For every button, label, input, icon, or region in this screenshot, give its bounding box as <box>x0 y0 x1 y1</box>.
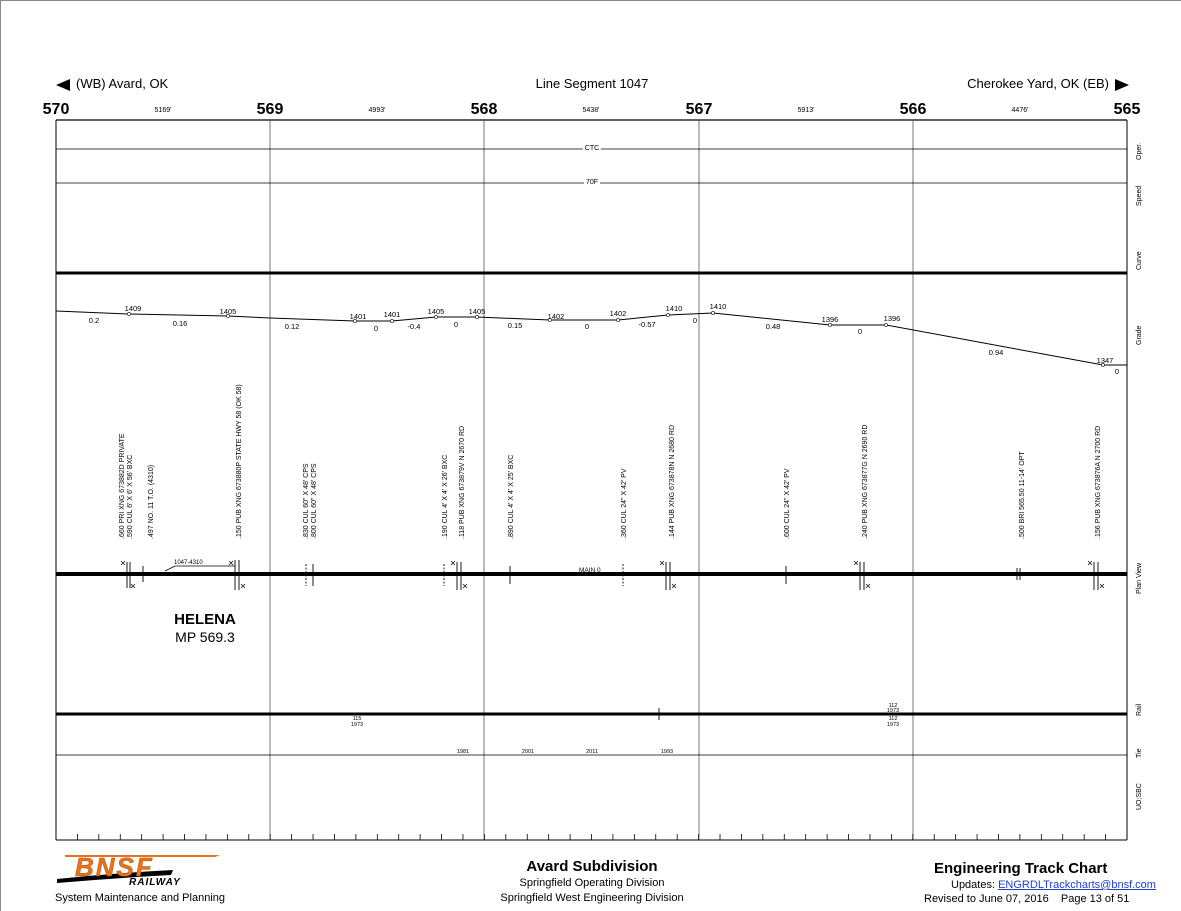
grade-profile-line <box>56 311 1127 365</box>
grade-percent: 0.48 <box>765 322 781 331</box>
page-number: Page 13 of 51 <box>1060 893 1130 905</box>
rail-year: 1973 <box>350 722 364 728</box>
plan-feature-label: .144 PUB XNG 673878N N 2680 RD <box>669 424 676 539</box>
updates-label: Updates: <box>951 879 996 891</box>
grade-elevation: 1405 <box>427 307 445 316</box>
grade-percent: 0.15 <box>507 321 523 330</box>
plan-feature-label: .590 CUL 6' X 6' X 56' BXC <box>127 454 134 539</box>
row-label-oper: Oper. <box>1136 142 1143 160</box>
rail-year: 1973 <box>886 708 900 714</box>
row-label-plan: Plan View <box>1136 562 1143 594</box>
grade-percent: 0 <box>584 322 590 331</box>
grade-elevation: 1396 <box>821 315 839 324</box>
grade-percent: 0.12 <box>284 322 300 331</box>
engineering-division: Springfield West Engineering Division <box>500 892 684 904</box>
plan-feature-label: .118 PUB XNG 673879V N 2670 RD <box>459 425 466 539</box>
station-name: HELENA <box>174 611 236 628</box>
plan-feature-label: .150 PUB XNG 673880P STATE HWY 58 (OK 58) <box>236 384 243 539</box>
mile-length: 5438' <box>582 107 600 114</box>
mile-length: 5169' <box>154 107 172 114</box>
tie-year: 2011 <box>586 749 598 755</box>
grade-percent: -0.57 <box>638 320 656 329</box>
grade-elevation: 1396 <box>883 314 901 323</box>
milepost-567: 567 <box>685 101 713 118</box>
station-milepost: MP 569.3 <box>175 629 235 645</box>
grade-elevation: 1410 <box>665 304 683 313</box>
rail-weight: 112 <box>888 703 898 709</box>
plan-feature-label: .890 CUL 4' X 4' X 25' BXC <box>508 454 515 539</box>
mile-length: 4476' <box>1011 107 1029 114</box>
grade-percent: 0.94 <box>988 348 1004 357</box>
row-label-rail: Rail <box>1136 703 1143 716</box>
plan-feature-label: .800 CUL 60" X 48' CPS <box>311 463 318 539</box>
tie-year: 1981 <box>456 749 470 755</box>
row-label-uo: UO;SBC <box>1136 783 1143 810</box>
bnsf-logo <box>55 853 225 889</box>
grade-elevation: 1402 <box>547 312 565 321</box>
west-direction-label: (WB) Avard, OK <box>56 76 168 91</box>
grade-percent: 0 <box>373 324 379 333</box>
grade-elevation: 1410 <box>709 302 727 311</box>
plan-feature-label: .830 CUL 60" X 48' CPS <box>303 463 310 539</box>
revision-line <box>924 893 1129 905</box>
grade-elevation: 1405 <box>468 307 486 316</box>
department-label: System Maintenance and Planning <box>55 892 225 904</box>
rail-weight: 112 <box>888 716 898 722</box>
milepost-570: 570 <box>42 101 70 118</box>
grade-percent: 0 <box>453 320 459 329</box>
row-label-speed: Speed <box>1136 185 1143 206</box>
grade-elevation: 1347 <box>1096 356 1114 365</box>
plan-feature-label: .500 BRI 565.50 11-14' OPT <box>1019 451 1026 539</box>
grade-elevation: 1401 <box>349 312 367 321</box>
plan-feature-label: .660 PRI XNG 673882D PRIVATE <box>119 433 126 539</box>
rail-weight: 115 <box>352 716 362 722</box>
updates-line <box>951 879 1156 891</box>
main-track-label: MAIN 0 <box>579 567 601 574</box>
subdivision-title: Avard Subdivision <box>526 858 658 875</box>
updates-email-link[interactable]: ENGRDLTrackcharts@bnsf.com <box>998 879 1156 891</box>
mile-length: 5913' <box>797 107 815 114</box>
line-segment-label: Line Segment 1047 <box>535 76 649 91</box>
plan-feature-label: .600 CUL 24" X 42' PV <box>784 468 791 539</box>
grade-elevation: 1409 <box>124 304 142 313</box>
grade-elevation: 1402 <box>609 309 627 318</box>
rail-year: 1973 <box>886 722 900 728</box>
grade-percent: -0.4 <box>407 322 421 331</box>
east-direction-label: Cherokee Yard, OK (EB) <box>967 76 1129 91</box>
plan-feature-label: .156 PUB XNG 673876A N 2700 RD <box>1095 425 1102 539</box>
speed-limit: 70F <box>585 179 599 186</box>
grade-percent: 0 <box>692 316 698 325</box>
grade-elevation: 1405 <box>219 307 237 316</box>
plan-feature-label: .190 CUL 4' X 4' X 26' BXC <box>442 454 449 539</box>
grade-percent: 0.2 <box>88 316 100 325</box>
milepost-569: 569 <box>256 101 284 118</box>
logo-sub: RAILWAY <box>129 877 181 888</box>
grade-percent: 0 <box>857 327 863 336</box>
plan-feature-label: .240 PUB XNG 673877G N 2690 RD <box>862 424 869 539</box>
mile-length: 4993' <box>368 107 386 114</box>
row-label-grade: Grade <box>1136 325 1143 345</box>
document-title: Engineering Track Chart <box>934 860 1108 877</box>
tie-year: 2001 <box>521 749 535 755</box>
grade-elevation: 1401 <box>383 310 401 319</box>
row-label-curve: Curve <box>1136 251 1143 270</box>
grade-percent: 0 <box>1114 367 1120 376</box>
siding-label: 1047-4310 <box>174 560 203 566</box>
tie-year: 1993 <box>660 749 674 755</box>
operating-division: Springfield Operating Division <box>519 877 665 889</box>
milepost-568: 568 <box>470 101 498 118</box>
plan-feature-label: .497 NO. 11 T.O. (4310) <box>148 464 155 539</box>
operation-method: CTC <box>584 145 600 152</box>
row-label-tie: Tie <box>1136 748 1143 758</box>
revised-date: Revised to June 07, 2016 <box>924 893 1049 905</box>
grade-percent: 0.16 <box>172 319 188 328</box>
plan-feature-label: .360 CUL 24" X 42' PV <box>621 468 628 539</box>
logo-wordmark: BNSF <box>75 852 154 882</box>
milepost-565: 565 <box>1113 101 1141 118</box>
milepost-566: 566 <box>899 101 927 118</box>
